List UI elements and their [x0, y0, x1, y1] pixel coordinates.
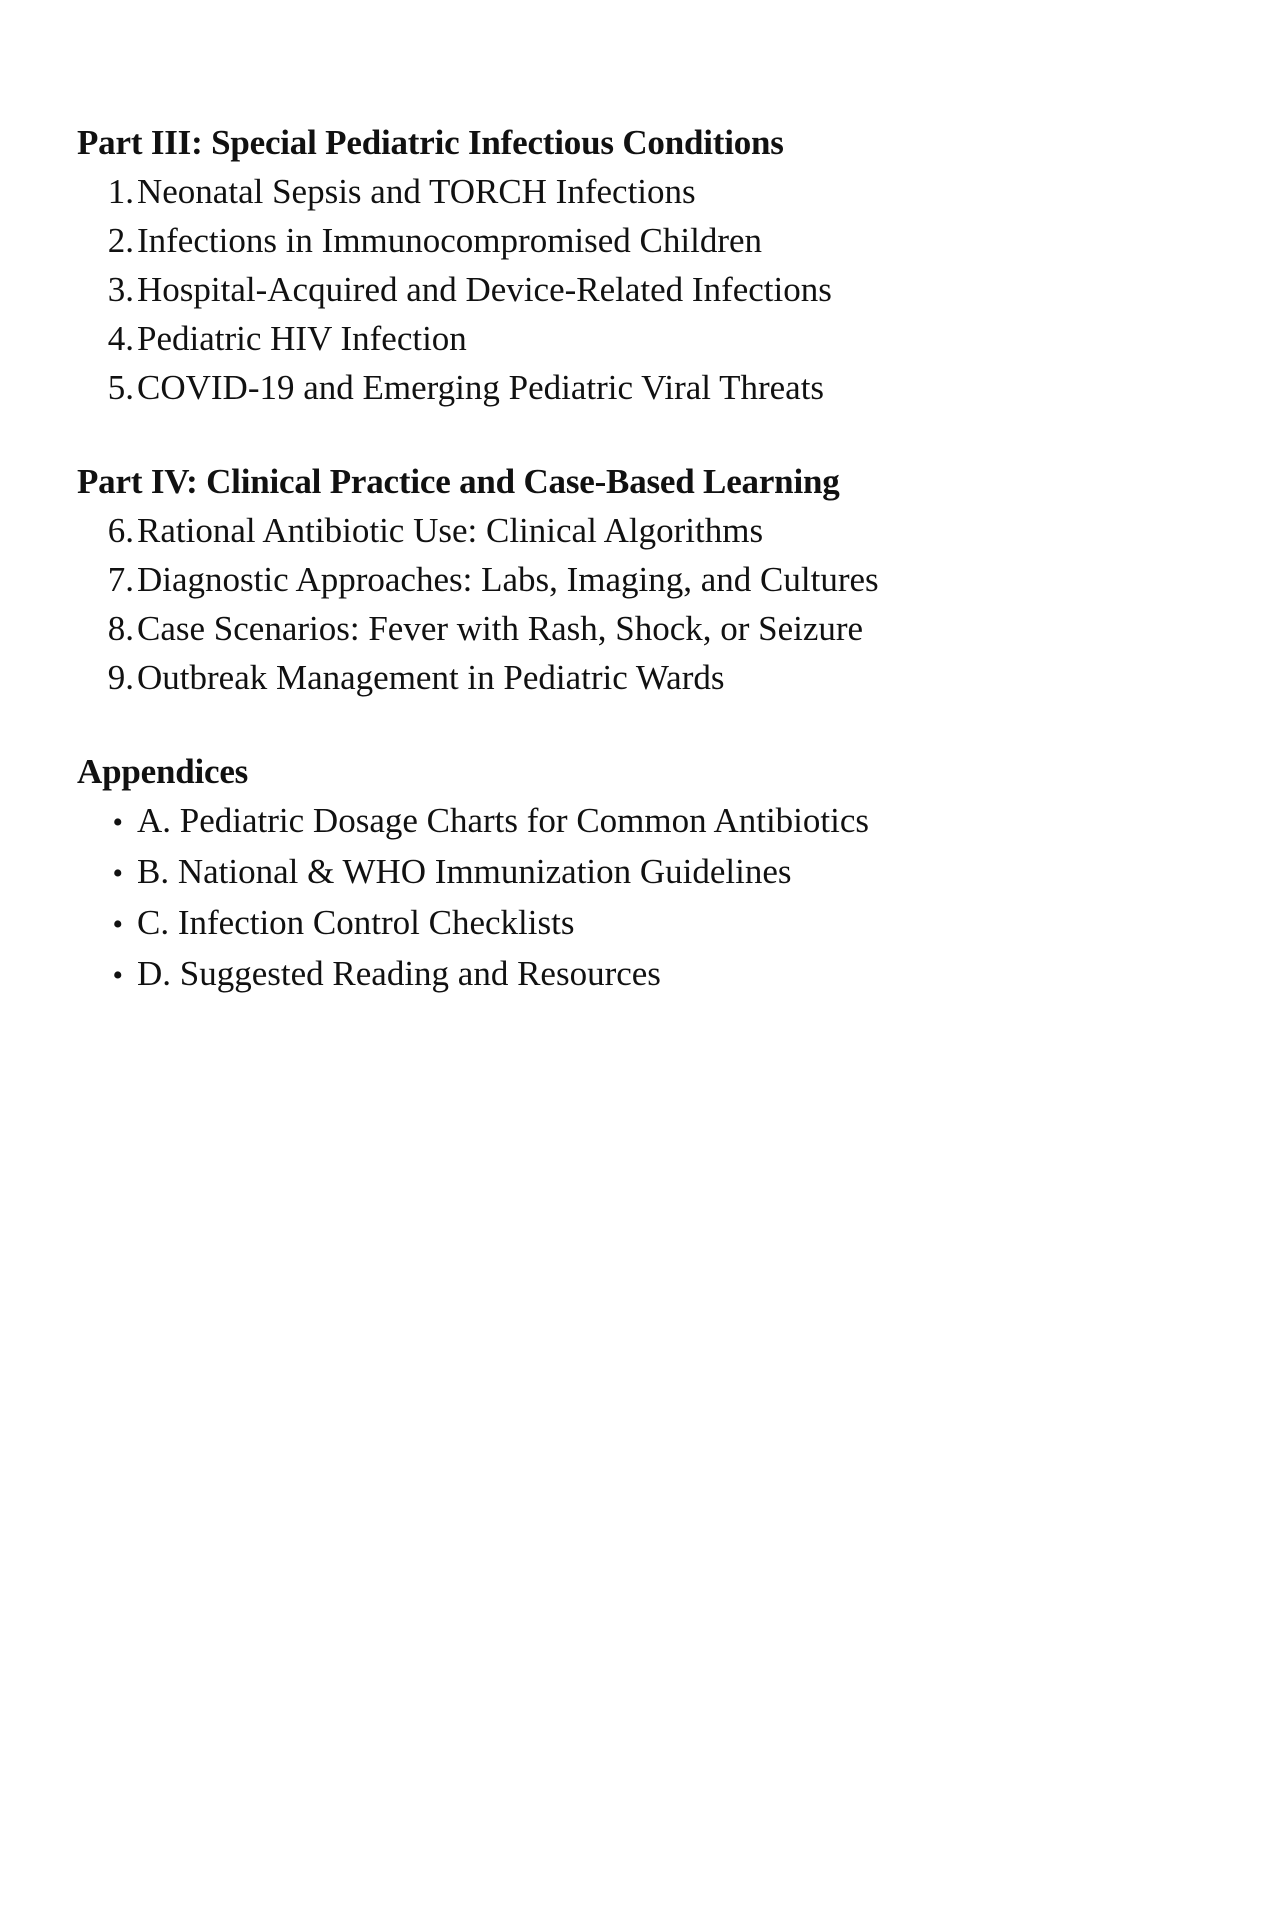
section-heading: Appendices: [77, 752, 249, 791]
document-page: [77, 118, 1207, 1045]
list-number: 7.: [107, 560, 134, 599]
list-number: 4.: [107, 319, 134, 358]
list-item: [77, 847, 1207, 898]
chapter-list: [77, 167, 1207, 412]
list-item-text: Case Scenarios: Fever with Rash, Shock, or Seizure: [137, 609, 864, 648]
list-number: 5.: [107, 368, 134, 407]
section-appendices: [77, 747, 1207, 1000]
list-number: 2.: [107, 221, 134, 260]
bullet-icon: •: [112, 806, 123, 839]
list-number: 1.: [107, 172, 134, 211]
list-number: 6.: [107, 511, 134, 550]
list-item: [77, 898, 1207, 949]
list-item: [77, 555, 1207, 604]
list-item-text: Outbreak Management in Pediatric Wards: [137, 658, 725, 697]
list-number: 8.: [107, 609, 134, 648]
list-item: [77, 604, 1207, 653]
list-number: 9.: [107, 658, 134, 697]
list-item-text: A. Pediatric Dosage Charts for Common Antibiotics: [137, 801, 869, 840]
section-heading: Part III: Special Pediatric Infectious Conditions: [77, 123, 784, 162]
chapter-list: [77, 506, 1207, 702]
list-item: [77, 314, 1207, 363]
list-item: [77, 653, 1207, 702]
list-item-text: Hospital-Acquired and Device-Related Infections: [137, 270, 832, 309]
list-item: [77, 796, 1207, 847]
list-number: 3.: [107, 270, 134, 309]
section-heading: Part IV: Clinical Practice and Case-Based Learning: [77, 462, 840, 501]
bullet-icon: •: [112, 857, 123, 890]
list-item-text: B. National & WHO Immunization Guidelines: [137, 852, 792, 891]
appendix-list: [77, 796, 1207, 1000]
section-part-iv: [77, 457, 1207, 702]
bullet-icon: •: [112, 908, 123, 941]
list-item-text: D. Suggested Reading and Resources: [137, 954, 661, 993]
list-item-text: Infections in Immunocompromised Children: [137, 221, 763, 260]
list-item-text: C. Infection Control Checklists: [137, 903, 575, 942]
list-item-text: COVID-19 and Emerging Pediatric Viral Threats: [137, 368, 825, 407]
list-item-text: Rational Antibiotic Use: Clinical Algorithms: [137, 511, 764, 550]
list-item: [77, 167, 1207, 216]
list-item-text: Neonatal Sepsis and TORCH Infections: [137, 172, 696, 211]
list-item: [77, 949, 1207, 1000]
list-item: [77, 363, 1207, 412]
list-item: [77, 216, 1207, 265]
section-part-iii: [77, 118, 1207, 412]
bullet-icon: •: [112, 959, 123, 992]
list-item-text: Diagnostic Approaches: Labs, Imaging, and Cultures: [137, 560, 879, 599]
list-item: [77, 506, 1207, 555]
list-item-text: Pediatric HIV Infection: [137, 319, 467, 358]
list-item: [77, 265, 1207, 314]
